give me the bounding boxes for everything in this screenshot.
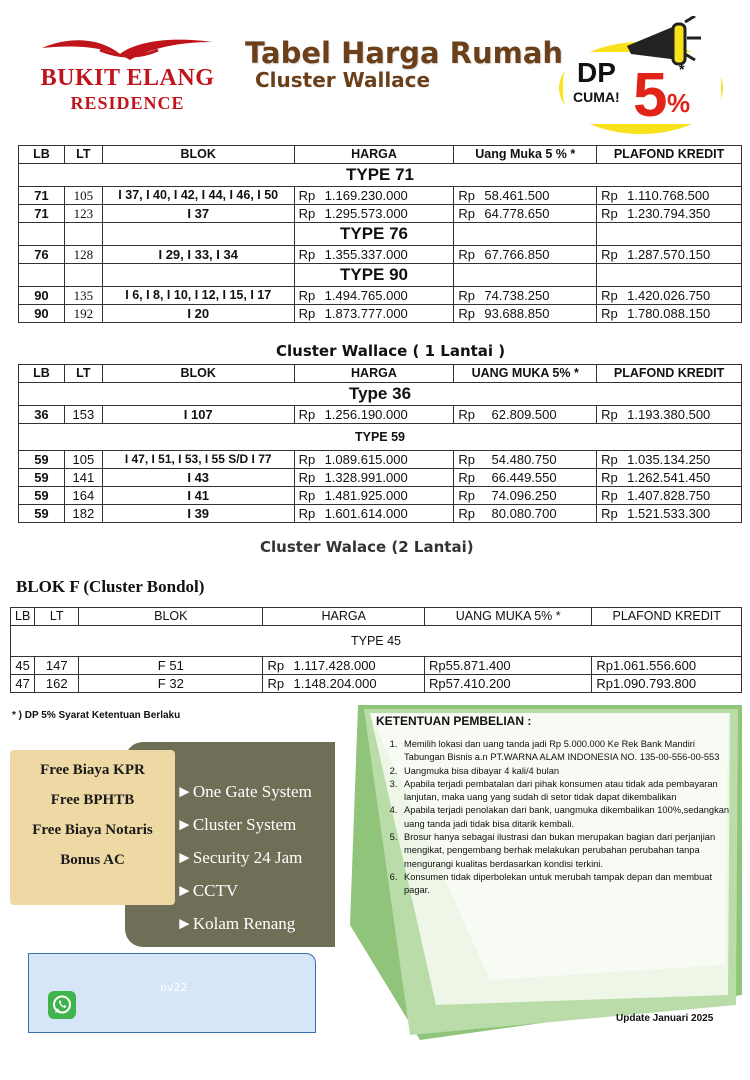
promo-star-text: * bbox=[679, 61, 685, 77]
table-row bbox=[19, 246, 742, 264]
cell-uang-muka: Rp 74.096.250 bbox=[454, 487, 597, 505]
feature-item: ►CCTV bbox=[176, 881, 239, 900]
promo-dp-text: DP bbox=[577, 57, 616, 88]
cell-uang-muka: Rp 74.738.250 bbox=[454, 287, 597, 305]
contact-label: bv22 bbox=[160, 981, 188, 994]
table-row bbox=[11, 657, 742, 675]
bonus-item: Free Biaya Notaris bbox=[32, 822, 153, 838]
ketentuan-title: KETENTUAN PEMBELIAN : bbox=[376, 714, 532, 728]
header-harga: HARGA bbox=[294, 146, 454, 164]
promo-percent-text: % bbox=[667, 88, 691, 118]
table-header-row bbox=[19, 146, 742, 164]
cell-blok: I 39 bbox=[102, 505, 294, 523]
list-item: 3. Apabila terjadi pembatalan dari pihak konsumen atau tidak ada pembayaran lanjutan, maka uang yang sudah di setor tidak dapat dikembalikan bbox=[400, 778, 735, 805]
table-header-row bbox=[11, 608, 742, 626]
promo-value-text: 5 bbox=[633, 61, 668, 130]
footnote: * ) DP 5% Syarat Ketentuan Berlaku bbox=[12, 710, 181, 721]
caption-cluster-1-lantai: Cluster Wallace ( 1 Lantai ) bbox=[276, 342, 506, 360]
cell-lt: 153 bbox=[64, 406, 102, 424]
cell-lb: 47 bbox=[11, 675, 35, 693]
cell-plafond: Rp 1.407.828.750 bbox=[597, 487, 742, 505]
cell-plafond: Rp 1.035.134.250 bbox=[597, 451, 742, 469]
header-blok: BLOK bbox=[102, 365, 294, 383]
header-lb: LB bbox=[11, 608, 35, 626]
cell-plafond: Rp1.090.793.800 bbox=[592, 675, 742, 693]
bonus-item: Free Biaya KPR bbox=[40, 762, 145, 778]
header-blok: BLOK bbox=[102, 146, 294, 164]
page-title: Tabel Harga Rumah bbox=[245, 36, 564, 70]
cell-lt: 141 bbox=[64, 469, 102, 487]
cell-harga: Rp 1.148.204.000 bbox=[263, 675, 424, 693]
section-type-90: TYPE 90 bbox=[294, 264, 454, 287]
cell-lt: 162 bbox=[35, 675, 79, 693]
cell-uang-muka: Rp 66.449.550 bbox=[454, 469, 597, 487]
list-item: 2. Uangmuka bisa dibayar 4 kali/4 bulan bbox=[400, 765, 735, 778]
cell-harga: Rp 1.328.991.000 bbox=[294, 469, 454, 487]
cell-plafond: Rp 1.193.380.500 bbox=[597, 406, 742, 424]
update-date: Update Januari 2025 bbox=[616, 1013, 714, 1024]
cell-lb: 76 bbox=[19, 246, 65, 264]
cell-harga: Rp 1.355.337.000 bbox=[294, 246, 454, 264]
cell-lb: 71 bbox=[19, 187, 65, 205]
cell-uang-muka: Rp 67.766.850 bbox=[454, 246, 597, 264]
logo-name: BUKIT ELANG bbox=[40, 65, 215, 91]
feature-item: ►Kolam Renang bbox=[176, 914, 296, 933]
feature-item: ►Cluster System bbox=[176, 815, 297, 834]
cell-blok: I 6, I 8, I 10, I 12, I 15, I 17 bbox=[102, 287, 294, 305]
list-item: 6. Konsumen tidak diperbolekan untuk merubah tampak depan dan membuat pagar. bbox=[400, 871, 735, 898]
header-harga: HARGA bbox=[263, 608, 424, 626]
price-table-1-lantai bbox=[18, 145, 742, 323]
header-lb: LB bbox=[19, 365, 65, 383]
cell-harga: Rp 1.089.615.000 bbox=[294, 451, 454, 469]
section-type-71: TYPE 71 bbox=[19, 164, 742, 187]
section-type-36: Type 36 bbox=[19, 383, 742, 406]
cell-lt: 147 bbox=[35, 657, 79, 675]
cell-harga: Rp 1.601.614.000 bbox=[294, 505, 454, 523]
table-row bbox=[19, 469, 742, 487]
header-uang-muka: UANG MUKA 5% * bbox=[454, 365, 597, 383]
table-row bbox=[19, 205, 742, 223]
cell-uang-muka: Rp 62.809.500 bbox=[454, 406, 597, 424]
cell-plafond: Rp 1.521.533.300 bbox=[597, 505, 742, 523]
cell-blok: F 32 bbox=[79, 675, 263, 693]
price-table-blok-f bbox=[10, 607, 742, 693]
cell-lb: 59 bbox=[19, 451, 65, 469]
cell-blok: I 20 bbox=[102, 305, 294, 323]
cell-uang-muka: Rp57.410.200 bbox=[424, 675, 591, 693]
table-row bbox=[19, 451, 742, 469]
cell-lt: 128 bbox=[64, 246, 102, 264]
cell-lb: 90 bbox=[19, 305, 65, 323]
table-row bbox=[11, 675, 742, 693]
table-row bbox=[19, 406, 742, 424]
cell-uang-muka: Rp 93.688.850 bbox=[454, 305, 597, 323]
header-lb: LB bbox=[19, 146, 65, 164]
cell-blok: I 41 bbox=[102, 487, 294, 505]
header-lt: LT bbox=[64, 146, 102, 164]
cell-harga: Rp 1.169.230.000 bbox=[294, 187, 454, 205]
cell-plafond: Rp 1.287.570.150 bbox=[597, 246, 742, 264]
cell-lt: 164 bbox=[64, 487, 102, 505]
header-lt: LT bbox=[35, 608, 79, 626]
price-table-2-lantai bbox=[18, 364, 742, 523]
promo-dp-badge bbox=[555, 16, 745, 138]
cell-plafond: Rp 1.420.026.750 bbox=[597, 287, 742, 305]
list-item: 1. Memilih lokasi dan uang tanda jadi Rp 5.000.000 Ke Rek Bank Mandiri Tabungan Bisnis a.n PT.WARNA ALAM INDONESIA NO. 135-00-556-00-553 bbox=[400, 738, 735, 765]
blok-f-title: BLOK F (Cluster Bondol) bbox=[16, 577, 205, 596]
header-lt: LT bbox=[64, 365, 102, 383]
cell-uang-muka: Rp 64.778.650 bbox=[454, 205, 597, 223]
ketentuan-list bbox=[372, 738, 735, 898]
cell-lb: 59 bbox=[19, 487, 65, 505]
cell-blok: I 29, I 33, I 34 bbox=[102, 246, 294, 264]
header-plafond: PLAFOND KREDIT bbox=[597, 365, 742, 383]
cell-lt: 105 bbox=[64, 187, 102, 205]
cell-blok: I 37, I 40, I 42, I 44, I 46, I 50 bbox=[102, 187, 294, 205]
table-header-row bbox=[19, 365, 742, 383]
section-type-45: TYPE 45 bbox=[11, 626, 742, 657]
cell-harga: Rp 1.494.765.000 bbox=[294, 287, 454, 305]
cell-lb: 45 bbox=[11, 657, 35, 675]
header-uang-muka: UANG MUKA 5% * bbox=[424, 608, 591, 626]
cell-harga: Rp 1.256.190.000 bbox=[294, 406, 454, 424]
section-type-76: TYPE 76 bbox=[294, 223, 454, 246]
promo-cuma-text: CUMA! bbox=[573, 89, 620, 105]
logo-bird-icon bbox=[40, 36, 215, 66]
caption-cluster-2-lantai: Cluster Walace (2 Lantai) bbox=[260, 538, 474, 556]
cell-lb: 36 bbox=[19, 406, 65, 424]
cell-harga: Rp 1.873.777.000 bbox=[294, 305, 454, 323]
cell-lt: 123 bbox=[64, 205, 102, 223]
table-row bbox=[19, 305, 742, 323]
cell-plafond: Rp 1.230.794.350 bbox=[597, 205, 742, 223]
bonus-panel bbox=[10, 750, 175, 905]
header-harga: HARGA bbox=[294, 365, 454, 383]
header-plafond: PLAFOND KREDIT bbox=[592, 608, 742, 626]
cell-blok: I 47, I 51, I 53, I 55 S/D I 77 bbox=[102, 451, 294, 469]
cell-blok: I 43 bbox=[102, 469, 294, 487]
cell-harga: Rp 1.117.428.000 bbox=[263, 657, 424, 675]
bonus-item: Free BPHTB bbox=[50, 792, 135, 808]
feature-item: ►One Gate System bbox=[176, 782, 312, 801]
cell-plafond: Rp 1.110.768.500 bbox=[597, 187, 742, 205]
section-type-59: TYPE 59 bbox=[19, 424, 742, 451]
header-blok: BLOK bbox=[79, 608, 263, 626]
cell-uang-muka: Rp 58.461.500 bbox=[454, 187, 597, 205]
cell-lb: 59 bbox=[19, 469, 65, 487]
list-item: 4. Apabila terjadi penolakan dari bank, uangmuka dikembalikan 100%,sedangkan uang tanda jadi tidak bisa ditarik kembali. bbox=[400, 804, 735, 831]
cell-lb: 90 bbox=[19, 287, 65, 305]
bonus-item: Bonus AC bbox=[60, 852, 125, 868]
header-plafond: PLAFOND KREDIT bbox=[597, 146, 742, 164]
cell-blok: I 107 bbox=[102, 406, 294, 424]
cell-lt: 192 bbox=[64, 305, 102, 323]
cell-harga: Rp 1.295.573.000 bbox=[294, 205, 454, 223]
cell-lt: 182 bbox=[64, 505, 102, 523]
table-row bbox=[19, 287, 742, 305]
header-uang-muka: Uang Muka 5 % * bbox=[454, 146, 597, 164]
table-row bbox=[19, 187, 742, 205]
cell-uang-muka: Rp 54.480.750 bbox=[454, 451, 597, 469]
cell-lt: 105 bbox=[64, 451, 102, 469]
whatsapp-icon[interactable] bbox=[48, 991, 76, 1019]
logo-subname: RESIDENCE bbox=[70, 93, 185, 113]
cell-plafond: Rp 1.780.088.150 bbox=[597, 305, 742, 323]
cell-uang-muka: Rp 80.080.700 bbox=[454, 505, 597, 523]
cell-lb: 59 bbox=[19, 505, 65, 523]
cell-plafond: Rp1.061.556.600 bbox=[592, 657, 742, 675]
cell-lb: 71 bbox=[19, 205, 65, 223]
cell-uang-muka: Rp55.871.400 bbox=[424, 657, 591, 675]
cell-lt: 135 bbox=[64, 287, 102, 305]
cell-plafond: Rp 1.262.541.450 bbox=[597, 469, 742, 487]
page-subtitle: Cluster Wallace bbox=[255, 68, 431, 92]
list-item: 5. Brosur hanya sebagai ilustrasi dan bukan merupakan bagian dari perjanjian mengikat, pengembang berhak melakukan perubahan perubahan tanpa mengurangi kualitas berdasarkan kondisi terkini. bbox=[400, 831, 735, 871]
cell-blok: I 37 bbox=[102, 205, 294, 223]
cell-harga: Rp 1.481.925.000 bbox=[294, 487, 454, 505]
table-row bbox=[19, 505, 742, 523]
table-row bbox=[19, 487, 742, 505]
cell-blok: F 51 bbox=[79, 657, 263, 675]
feature-item: ►Security 24 Jam bbox=[176, 848, 303, 867]
